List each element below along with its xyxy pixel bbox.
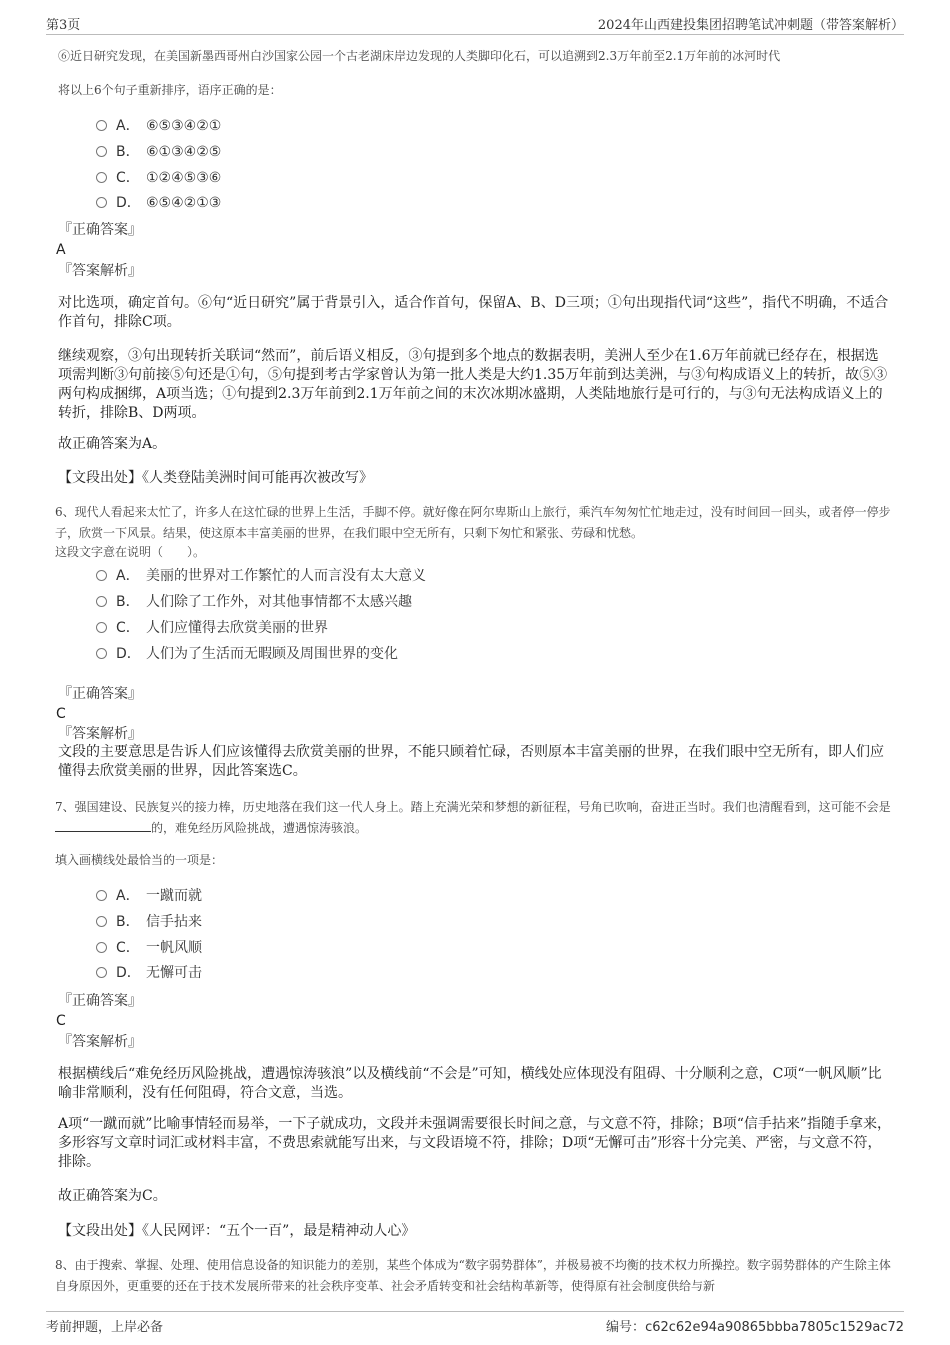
radio-icon[interactable]	[96, 172, 107, 183]
page-header	[46, 14, 904, 35]
q7-analysis-p2: A项“一蹴而就”比喻事情轻而易举，一下子就成功，文段并未强调需要很长时间之意，与文意不符，排除；B项“信手拈来”指随手拿来，多形容写文章时词汇或材料丰富，不费思索就能写出来，与文段语境不符，排除；D项“无懈可击”形容十分完美、严密，与文意不符，排除。	[58, 1116, 892, 1170]
footer-slogan: 考前押题，上岸必备	[46, 1320, 164, 1335]
q6-prompt: 这段文字意在说明（ ）。	[55, 545, 206, 559]
q5-option-c[interactable]: C． ①②④⑤③⑥	[96, 168, 221, 188]
q7-analysis-p1: 根据横线后“难免经历风险挑战，遭遇惊涛骇浪”以及横线前“不会是”可知，横线处应体现没有阻碍、十分顺利之意，C项“一帆风顺”比喻非常顺利，没有任何阻碍，符合文意，当选。	[58, 1066, 882, 1101]
q6-analysis: 文段的主要意思是告诉人们应该懂得去欣赏美丽的世界，不能只顾着忙碌，否则原本丰富美丽的世界，在我们眼中空无所有，即人们应懂得去欣赏美丽的世界，因此答案选C。	[58, 744, 884, 779]
q7-analysis-label: 『答案解析』	[58, 1034, 142, 1050]
q7-prompt: 填入画横线处最恰当的一项是：	[55, 853, 224, 867]
q5-prompt: 将以上6个句子重新排序，语序正确的是：	[58, 83, 282, 97]
q5-answer-label: 『正确答案』	[58, 222, 142, 238]
radio-icon[interactable]	[96, 120, 107, 131]
radio-icon[interactable]	[96, 648, 107, 659]
q5-option-b[interactable]: B． ⑥①③④②⑤	[96, 142, 221, 162]
q5-source: 【文段出处】《人类登陆美洲时间可能再次被改写》	[58, 470, 373, 486]
radio-icon[interactable]	[96, 890, 107, 901]
q7-answer-label: 『正确答案』	[58, 993, 142, 1009]
q7-analysis-p3: 故正确答案为C。	[58, 1188, 167, 1204]
q7-stem: 7、强国建设、民族复兴的接力棒，历史地落在我们这一代人身上。踏上充满光荣和梦想的新征程，号角已吹响，奋进正当时。我们也清醒看到，这可能不会是的，难免经历风险挑战，遭遇惊涛骇浪。	[55, 800, 891, 835]
radio-icon[interactable]	[96, 596, 107, 607]
q7-option-a[interactable]: A． 一蹴而就	[96, 886, 202, 906]
radio-icon[interactable]	[96, 197, 107, 208]
radio-icon[interactable]	[96, 967, 107, 978]
radio-icon[interactable]	[96, 942, 107, 953]
q5-option-d[interactable]: D． ⑥⑤④②①③	[96, 193, 221, 213]
q6-option-a[interactable]: A． 美丽的世界对工作繁忙的人而言没有太大意义	[96, 566, 426, 586]
page-number: 第3页	[46, 18, 81, 33]
q7-option-c[interactable]: C． 一帆风顺	[96, 938, 202, 958]
radio-icon[interactable]	[96, 622, 107, 633]
q5-analysis-p1: 对比选项，确定首句。⑥句“近日研究”属于背景引入，适合作首句，保留A、B、D三项；①句出现指代词“这些”，指代不明确，不适合作首句，排除C项。	[58, 295, 889, 330]
q7-option-b[interactable]: B． 信手拈来	[96, 912, 202, 932]
q7-option-d[interactable]: D． 无懈可击	[96, 963, 202, 983]
q6-option-c[interactable]: C． 人们应懂得去欣赏美丽的世界	[96, 618, 328, 638]
q6-option-b[interactable]: B． 人们除了工作外，对其他事情都不太感兴趣	[96, 592, 412, 612]
radio-icon[interactable]	[96, 570, 107, 581]
q5-sentence-6: ⑥近日研究发现，在美国新墨西哥州白沙国家公园一个古老湖床岸边发现的人类脚印化石，可以追溯到2.3万年前至2.1万年前的冰河时代	[58, 49, 781, 63]
document-title: 2024年山西建投集团招聘笔试冲刺题（带答案解析）	[597, 18, 904, 33]
q6-answer: C	[56, 706, 66, 722]
page-footer	[46, 1311, 904, 1334]
q5-analysis-p3: 故正确答案为A。	[58, 436, 167, 452]
q5-analysis-p2: 继续观察，③句出现转折关联词“然而”，前后语义相反，③句提到多个地点的数据表明，美洲人至少在1.6万年前就已经存在，根据选项需判断③句前接⑤句还是①句，⑤句提到考古学家曾认为第一批人类是大约1.35万年前到达美洲，与③句构成语义上的转折，故⑤③两句构成捆绑，A项当选；①句提到2.3万年前到2.1万年前之间的末次冰期冰盛期，人类陆地旅行是可行的，与③句无法构成语义上的转折，排除B、D两项。	[58, 348, 888, 421]
q6-analysis-label: 『答案解析』	[58, 726, 142, 742]
radio-icon[interactable]	[96, 916, 107, 927]
fill-blank	[55, 819, 151, 832]
q5-answer: A	[56, 242, 66, 258]
q5-option-a[interactable]: A． ⑥⑤③④②①	[96, 116, 221, 136]
q6-stem: 6、现代人看起来太忙了，许多人在这忙碌的世界上生活，手脚不停。就好像在阿尔卑斯山上旅行，乘汽车匆匆忙忙地走过，没有时间回一回头，或者停一停步子，欣赏一下风景。结果，使这原本丰富美丽的世界，在我们眼中空无所有，只剩下匆忙和紧张、劳碌和忧愁。	[55, 505, 891, 540]
radio-icon[interactable]	[96, 146, 107, 157]
q7-source: 【文段出处】《人民网评：“五个一百”，最是精神动人心》	[58, 1223, 416, 1239]
document-code: 编号：c62c62e94a90865bbba7805c1529ac72	[606, 1320, 904, 1335]
q7-answer: C	[56, 1013, 66, 1029]
q6-answer-label: 『正确答案』	[58, 686, 142, 702]
q8-stem: 8、由于搜索、掌握、处理、使用信息设备的知识能力的差别，某些个体成为“数字弱势群体”，并极易被不均衡的技术权力所操控。数字弱势群体的产生除主体自身原因外，更重要的还在于技术发展所带来的社会秩序变革、社会矛盾转变和社会结构革新等，使得原有社会制度供给与新	[55, 1258, 891, 1293]
q5-analysis-label: 『答案解析』	[58, 263, 142, 279]
q6-option-d[interactable]: D． 人们为了生活而无暇顾及周围世界的变化	[96, 644, 398, 664]
